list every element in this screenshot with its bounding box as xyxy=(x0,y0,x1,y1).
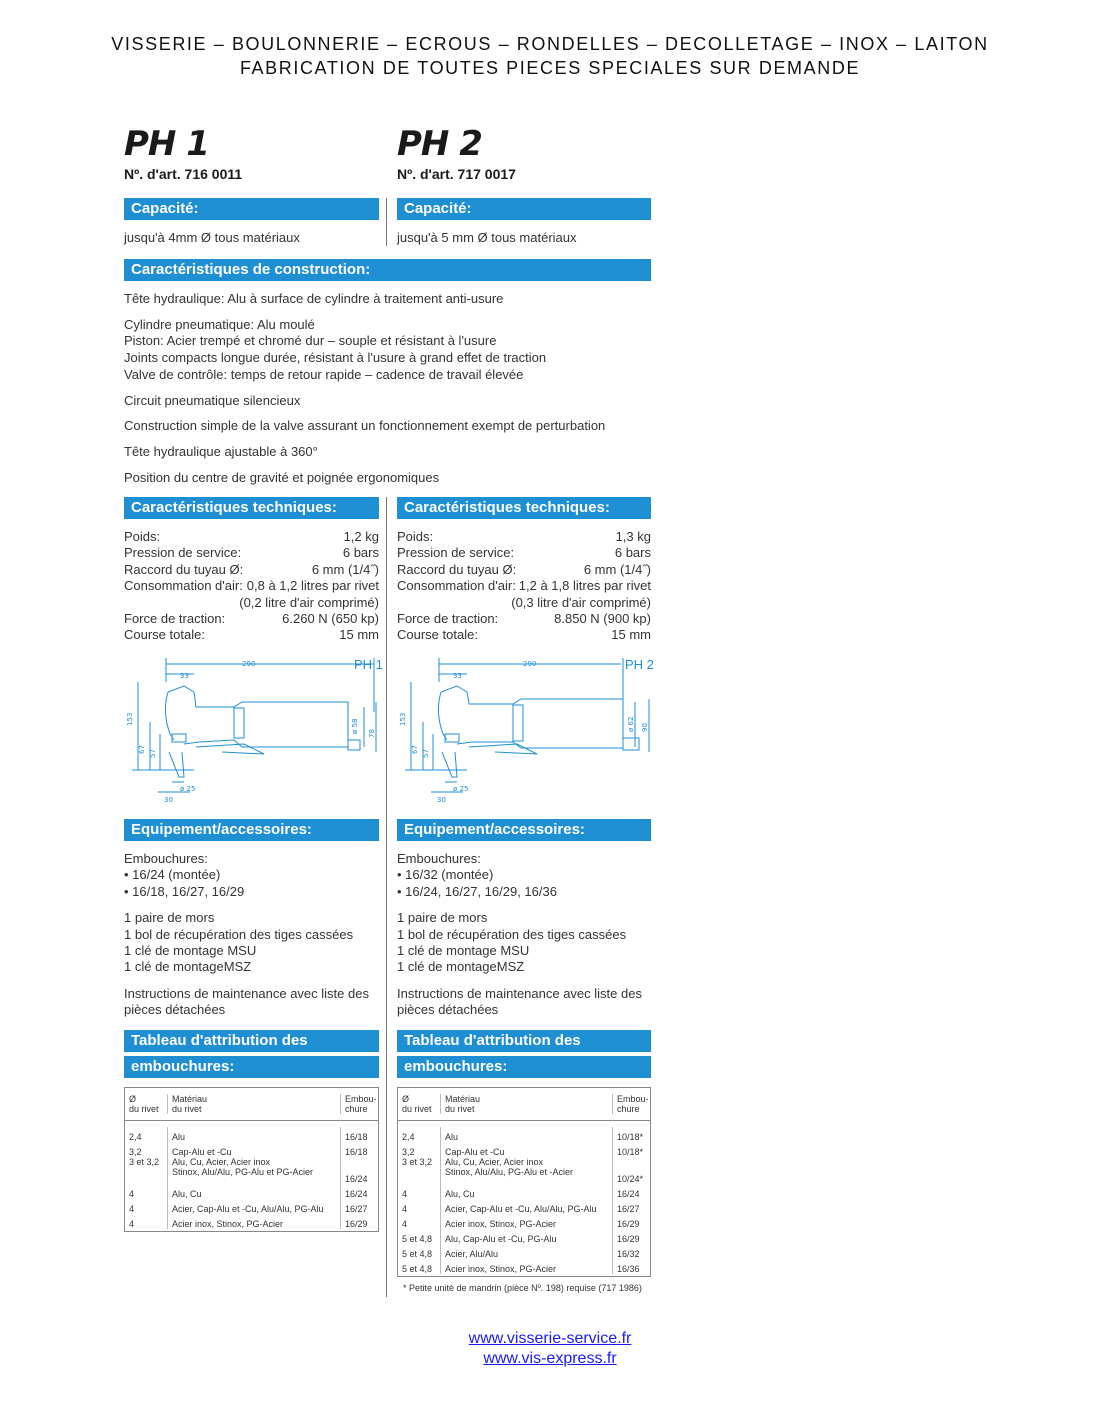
header-line-1: VISSERIE – BOULONNERIE – ECROUS – RONDELLES – DECOLLETAGE – INOX – LAITON xyxy=(111,34,989,54)
accessory-item: 1 clé de montageMSZ xyxy=(397,959,525,975)
construction-line: Tête hydraulique ajustable à 360° xyxy=(124,444,318,459)
ph1-dim-dia25: ø 25 xyxy=(180,785,196,793)
column-divider xyxy=(386,497,387,1297)
construction-line: Cylindre pneumatique: Alu moulé xyxy=(124,317,315,332)
ph1-dim-h: 78 xyxy=(368,729,376,738)
ph2-attribution-table xyxy=(397,1087,651,1277)
ph1-dim-67: 67 xyxy=(138,745,146,754)
ph1-dim-153: 153 xyxy=(126,712,134,726)
maintenance-text: pièces détachées xyxy=(124,1002,226,1018)
ph1-tool-diagram xyxy=(124,652,383,807)
spec-row: Raccord du tuyau Ø: 6 mm (1/4˝) xyxy=(124,561,379,577)
accessory-item: 1 clé de montage MSU xyxy=(397,943,530,959)
embouchure-item: • 16/18, 16/27, 16/29 xyxy=(124,883,245,899)
ph1-specs xyxy=(124,529,379,644)
maintenance-text: Instructions de maintenance avec liste des xyxy=(397,985,642,1001)
ph2-table-bar-1: Tableau d'attribution des xyxy=(397,1030,651,1052)
ph1-attribution-table xyxy=(124,1087,379,1232)
ph1-table-bar-2: embouchures: xyxy=(124,1056,379,1078)
maintenance-text: pièces détachées xyxy=(397,1002,499,1018)
ph2-dim-57: 57 xyxy=(422,749,430,758)
spec-row: Poids: 1,3 kg xyxy=(397,529,651,544)
header-line-2: FABRICATION DE TOUTES PIECES SPECIALES SUR DEMANDE xyxy=(239,58,861,78)
construction-line: Piston: Acier trempé et chromé dur – souple et résistant à l'usure xyxy=(124,333,497,348)
ph1-dim-33: 33 xyxy=(180,672,189,680)
ph1-dim-dia: ø 58 xyxy=(351,718,359,734)
ph1-equipment-list xyxy=(124,851,379,1019)
table-row: 4 Acier, Cap-Alu et -Cu, Alu/Alu, PG-Alu 16/27 xyxy=(125,1199,378,1214)
spec-row: Course totale: 15 mm xyxy=(124,627,379,643)
table-row: 4 Acier, Cap-Alu et -Cu, Alu/Alu, PG-Alu 16/27 xyxy=(398,1199,650,1214)
spec-row: Raccord du tuyau Ø: 6 mm (1/4˝) xyxy=(397,561,651,577)
table-row: 3,2 Cap-Alu et -Cu 16/18 xyxy=(125,1142,378,1157)
ph2-dim-30: 30 xyxy=(437,796,446,804)
ph2-specs xyxy=(397,529,651,644)
spec-row: Poids: 1,2 kg xyxy=(124,529,379,544)
table-row: 3 et 3,2 Alu, Cu, Acier, Acier inox Stinox, Alu/Alu, PG-Alu et PG-Acier 16/24 xyxy=(125,1157,378,1184)
ph2-dim-153: 153 xyxy=(399,712,407,726)
spec-row: Consommation d'air: 1,2 à 1,8 litres par rivet xyxy=(397,578,651,594)
ph2-article-number: Nº. d'art. 717 0017 xyxy=(397,166,516,182)
table-row: 4 Alu, Cu 16/24 xyxy=(125,1184,378,1199)
table-row: 3,2 Cap-Alu et -Cu 10/18* xyxy=(398,1142,650,1157)
ph2-dim-dia25: ø 25 xyxy=(453,785,469,793)
ph2-tool-diagram xyxy=(397,652,653,807)
ph1-dim-57: 57 xyxy=(149,749,157,758)
table-row: 5 et 4,8 Acier inox, Stinox, PG-Acier 16/36 xyxy=(398,1259,650,1274)
ph1-capacity-bar: Capacité: xyxy=(124,198,379,220)
spec-row: Pression de service: 6 bars xyxy=(124,545,379,561)
ph2-dim-h: 90 xyxy=(641,723,649,732)
spec-row: (0,2 litre d'air comprimé) xyxy=(239,594,379,610)
ph2-title: PH 2 xyxy=(397,124,482,164)
construction-line: Valve de contrôle: temps de retour rapide – cadence de travail élevée xyxy=(124,367,524,382)
column-divider xyxy=(386,198,387,246)
construction-line: Construction simple de la valve assurant un fonctionnement exempt de perturbation xyxy=(124,418,606,433)
ph1-diagram-label: PH 1 xyxy=(354,657,383,672)
spec-row: Course totale: 15 mm xyxy=(397,627,651,643)
table-row: 4 Alu, Cu 16/24 xyxy=(398,1184,650,1199)
ph1-article-number: Nº. d'art. 716 0011 xyxy=(124,166,243,182)
ph2-footnote: * Petite unité de mandrin (pièce Nº. 198) requise (717 1986) xyxy=(403,1283,642,1293)
table-row: 5 et 4,8 Acier, Alu/Alu 16/32 xyxy=(398,1244,650,1259)
embouchure-item: • 16/24 (montée) xyxy=(124,867,221,883)
ph2-capacity-bar: Capacité: xyxy=(397,198,651,220)
construction-line: Joints compacts longue durée, résistant à l'usure à grand effet de traction xyxy=(124,350,547,365)
spec-row: Force de traction: 6.260 N (650 kp) xyxy=(124,611,379,627)
ph1-capacity-text: jusqu'à 4mm Ø tous matériaux xyxy=(124,230,300,245)
ph1-table-bar-1: Tableau d'attribution des xyxy=(124,1030,379,1052)
spec-row: Consommation d'air: 0,8 à 1,2 litres par rivet xyxy=(124,578,379,594)
embouchure-item: • 16/32 (montée) xyxy=(397,867,494,883)
ph2-capacity-text: jusqu'à 5 mm Ø tous matériaux xyxy=(397,230,577,245)
table-row: 2,4 Alu 10/18* xyxy=(398,1127,650,1142)
table-row: 4 Acier inox, Stinox, PG-Acier 16/29 xyxy=(125,1214,378,1229)
spec-row: Pression de service: 6 bars xyxy=(397,545,651,561)
ph2-table-bar-2: embouchures: xyxy=(397,1056,651,1078)
spec-row: (0,3 litre d'air comprimé) xyxy=(511,594,651,610)
ph2-tech-bar: Caractéristiques techniques: xyxy=(397,497,651,519)
construction-bar: Caractéristiques de construction: xyxy=(124,259,651,281)
accessory-item: 1 clé de montageMSZ xyxy=(124,959,252,975)
accessory-item: 1 paire de mors xyxy=(397,910,488,926)
ph2-dim-33: 33 xyxy=(453,672,462,680)
ph2-equipment-list xyxy=(397,851,651,1019)
table-row: 4 Acier inox, Stinox, PG-Acier 16/29 xyxy=(398,1214,650,1229)
accessory-item: 1 paire de mors xyxy=(124,910,215,926)
footer-link-vis-express[interactable]: www.vis-express.fr xyxy=(483,1350,617,1367)
footer-link-visserie-service[interactable]: www.visserie-service.fr xyxy=(468,1330,632,1347)
embouchure-item: • 16/24, 16/27, 16/29, 16/36 xyxy=(397,883,557,899)
construction-line: Circuit pneumatique silencieux xyxy=(124,393,301,408)
construction-line: Position du centre de gravité et poignée ergonomiques xyxy=(124,470,440,485)
ph1-equipment-bar: Equipement/accessoires: xyxy=(124,819,379,841)
table-row: 5 et 4,8 Alu, Cap-Alu et -Cu, PG-Alu 16/29 xyxy=(398,1229,650,1244)
embouchures-label: Embouchures: xyxy=(124,851,208,866)
ph2-diagram-label: PH 2 xyxy=(625,657,654,672)
ph2-dim-length: 290 xyxy=(523,660,537,668)
ph1-dim-length: 290 xyxy=(242,660,256,668)
construction-line: Tête hydraulique: Alu à surface de cylindre à traitement anti-usure xyxy=(124,291,504,306)
table-row: 2,4 Alu 16/18 xyxy=(125,1127,378,1142)
ph2-dim-67: 67 xyxy=(411,745,419,754)
maintenance-text: Instructions de maintenance avec liste des xyxy=(124,985,369,1001)
ph2-equipment-bar: Equipement/accessoires: xyxy=(397,819,651,841)
ph1-dim-30: 30 xyxy=(164,796,173,804)
ph1-tech-bar: Caractéristiques techniques: xyxy=(124,497,379,519)
spec-row: Force de traction: 8.850 N (900 kp) xyxy=(397,611,651,627)
table-header: Ø du rivet Matériau du rivet Embou- chure xyxy=(125,1088,378,1121)
ph2-dim-dia: ø 62 xyxy=(627,716,635,732)
table-header: Ø du rivet Matériau du rivet Embou- chure xyxy=(398,1088,650,1121)
accessory-item: 1 bol de récupération des tiges cassées xyxy=(397,926,627,942)
ph1-title: PH 1 xyxy=(124,124,209,164)
embouchures-label: Embouchures: xyxy=(397,851,481,866)
table-row: 3 et 3,2 Alu, Cu, Acier, Acier inox Stinox, Alu/Alu, PG-Alu et -Acier 10/24* xyxy=(398,1157,650,1184)
accessory-item: 1 bol de récupération des tiges cassées xyxy=(124,926,354,942)
accessory-item: 1 clé de montage MSU xyxy=(124,943,257,959)
